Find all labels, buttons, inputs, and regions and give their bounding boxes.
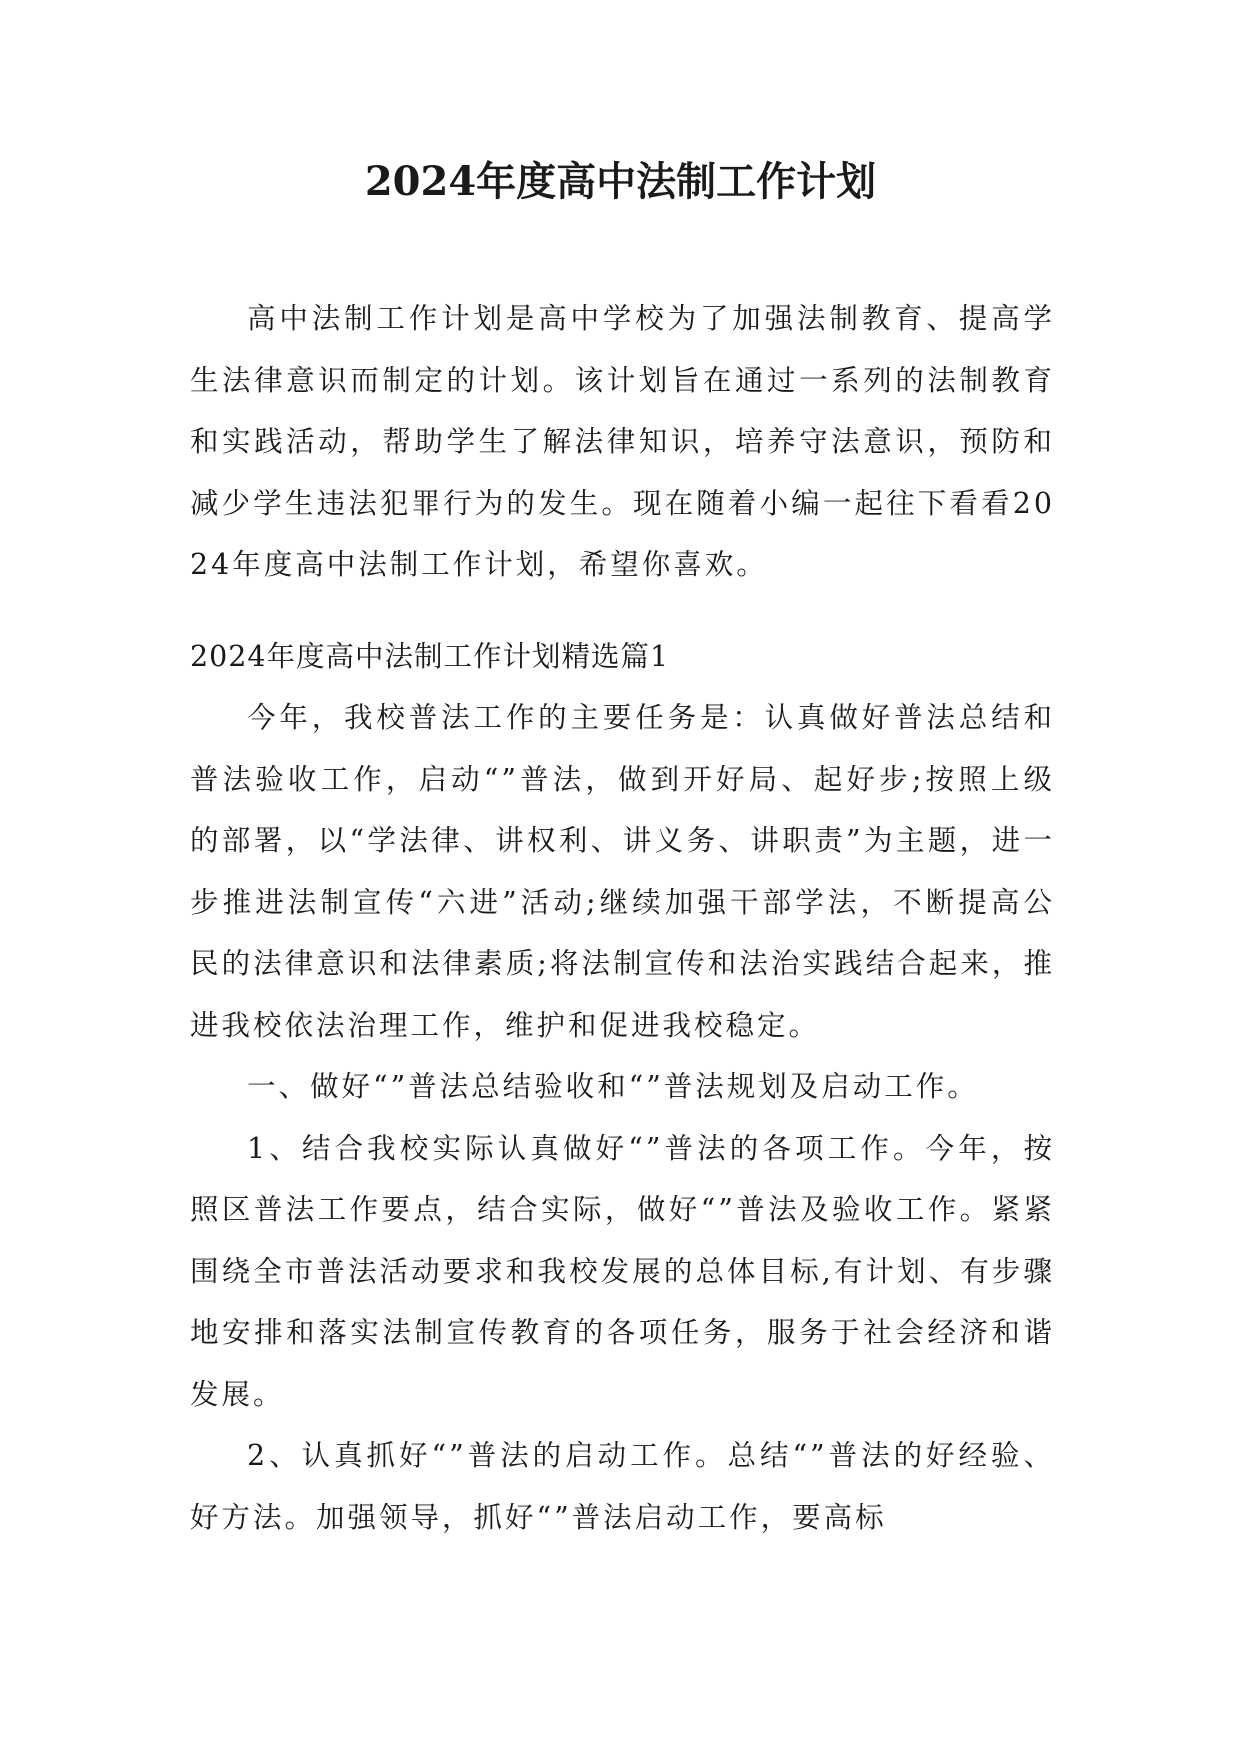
intro-paragraph: 高中法制工作计划是高中学校为了加强法制教育、提高学生法律意识而制定的计划。该计划旨在通过一系列的法制教育和实践活动，帮助学生了解法律知识，培养守法意识，预防和减少学生违法犯罪行为的发生。现在随着小编一起往下看看2024年度高中法制工作计划，希望你喜欢。	[190, 302, 1055, 581]
body-paragraph: 今年，我校普法工作的主要任务是：认真做好普法总结和普法验收工作，启动“”普法，做到开好局、起好步;按照上级的部署，以“学法律、讲权利、讲义务、讲职责”为主题，进一步推进法制宣传“六进”活动;继续加强干部学法，不断提高公民的法律意识和法律素质;将法制宣传和法治实践结合起来，推进我校依法治理工作，维护和促进我校稳定。	[190, 701, 1055, 1042]
body-paragraph: 2、认真抓好“”普法的启动工作。总结“”普法的好经验、好方法。加强领导，抓好“”普法启动工作，要高标	[190, 1439, 1055, 1534]
body-paragraph: 1、结合我校实际认真做好“”普法的各项工作。今年，按照区普法工作要点，结合实际，做好“”普法及验收工作。紧紧围绕全市普法活动要求和我校发展的总体目标,有计划、有步骤地安排和落实法制宣传教育的各项任务，服务于社会经济和谐发展。	[190, 1131, 1055, 1411]
document-title: 2024年度高中法制工作计划	[364, 158, 877, 205]
section-heading: 2024年度高中法制工作计划精选篇1	[190, 639, 670, 673]
body-paragraph: 一、做好“”普法总结验收和“”普法规划及启动工作。	[247, 1070, 979, 1103]
document-body	[190, 288, 1055, 1548]
